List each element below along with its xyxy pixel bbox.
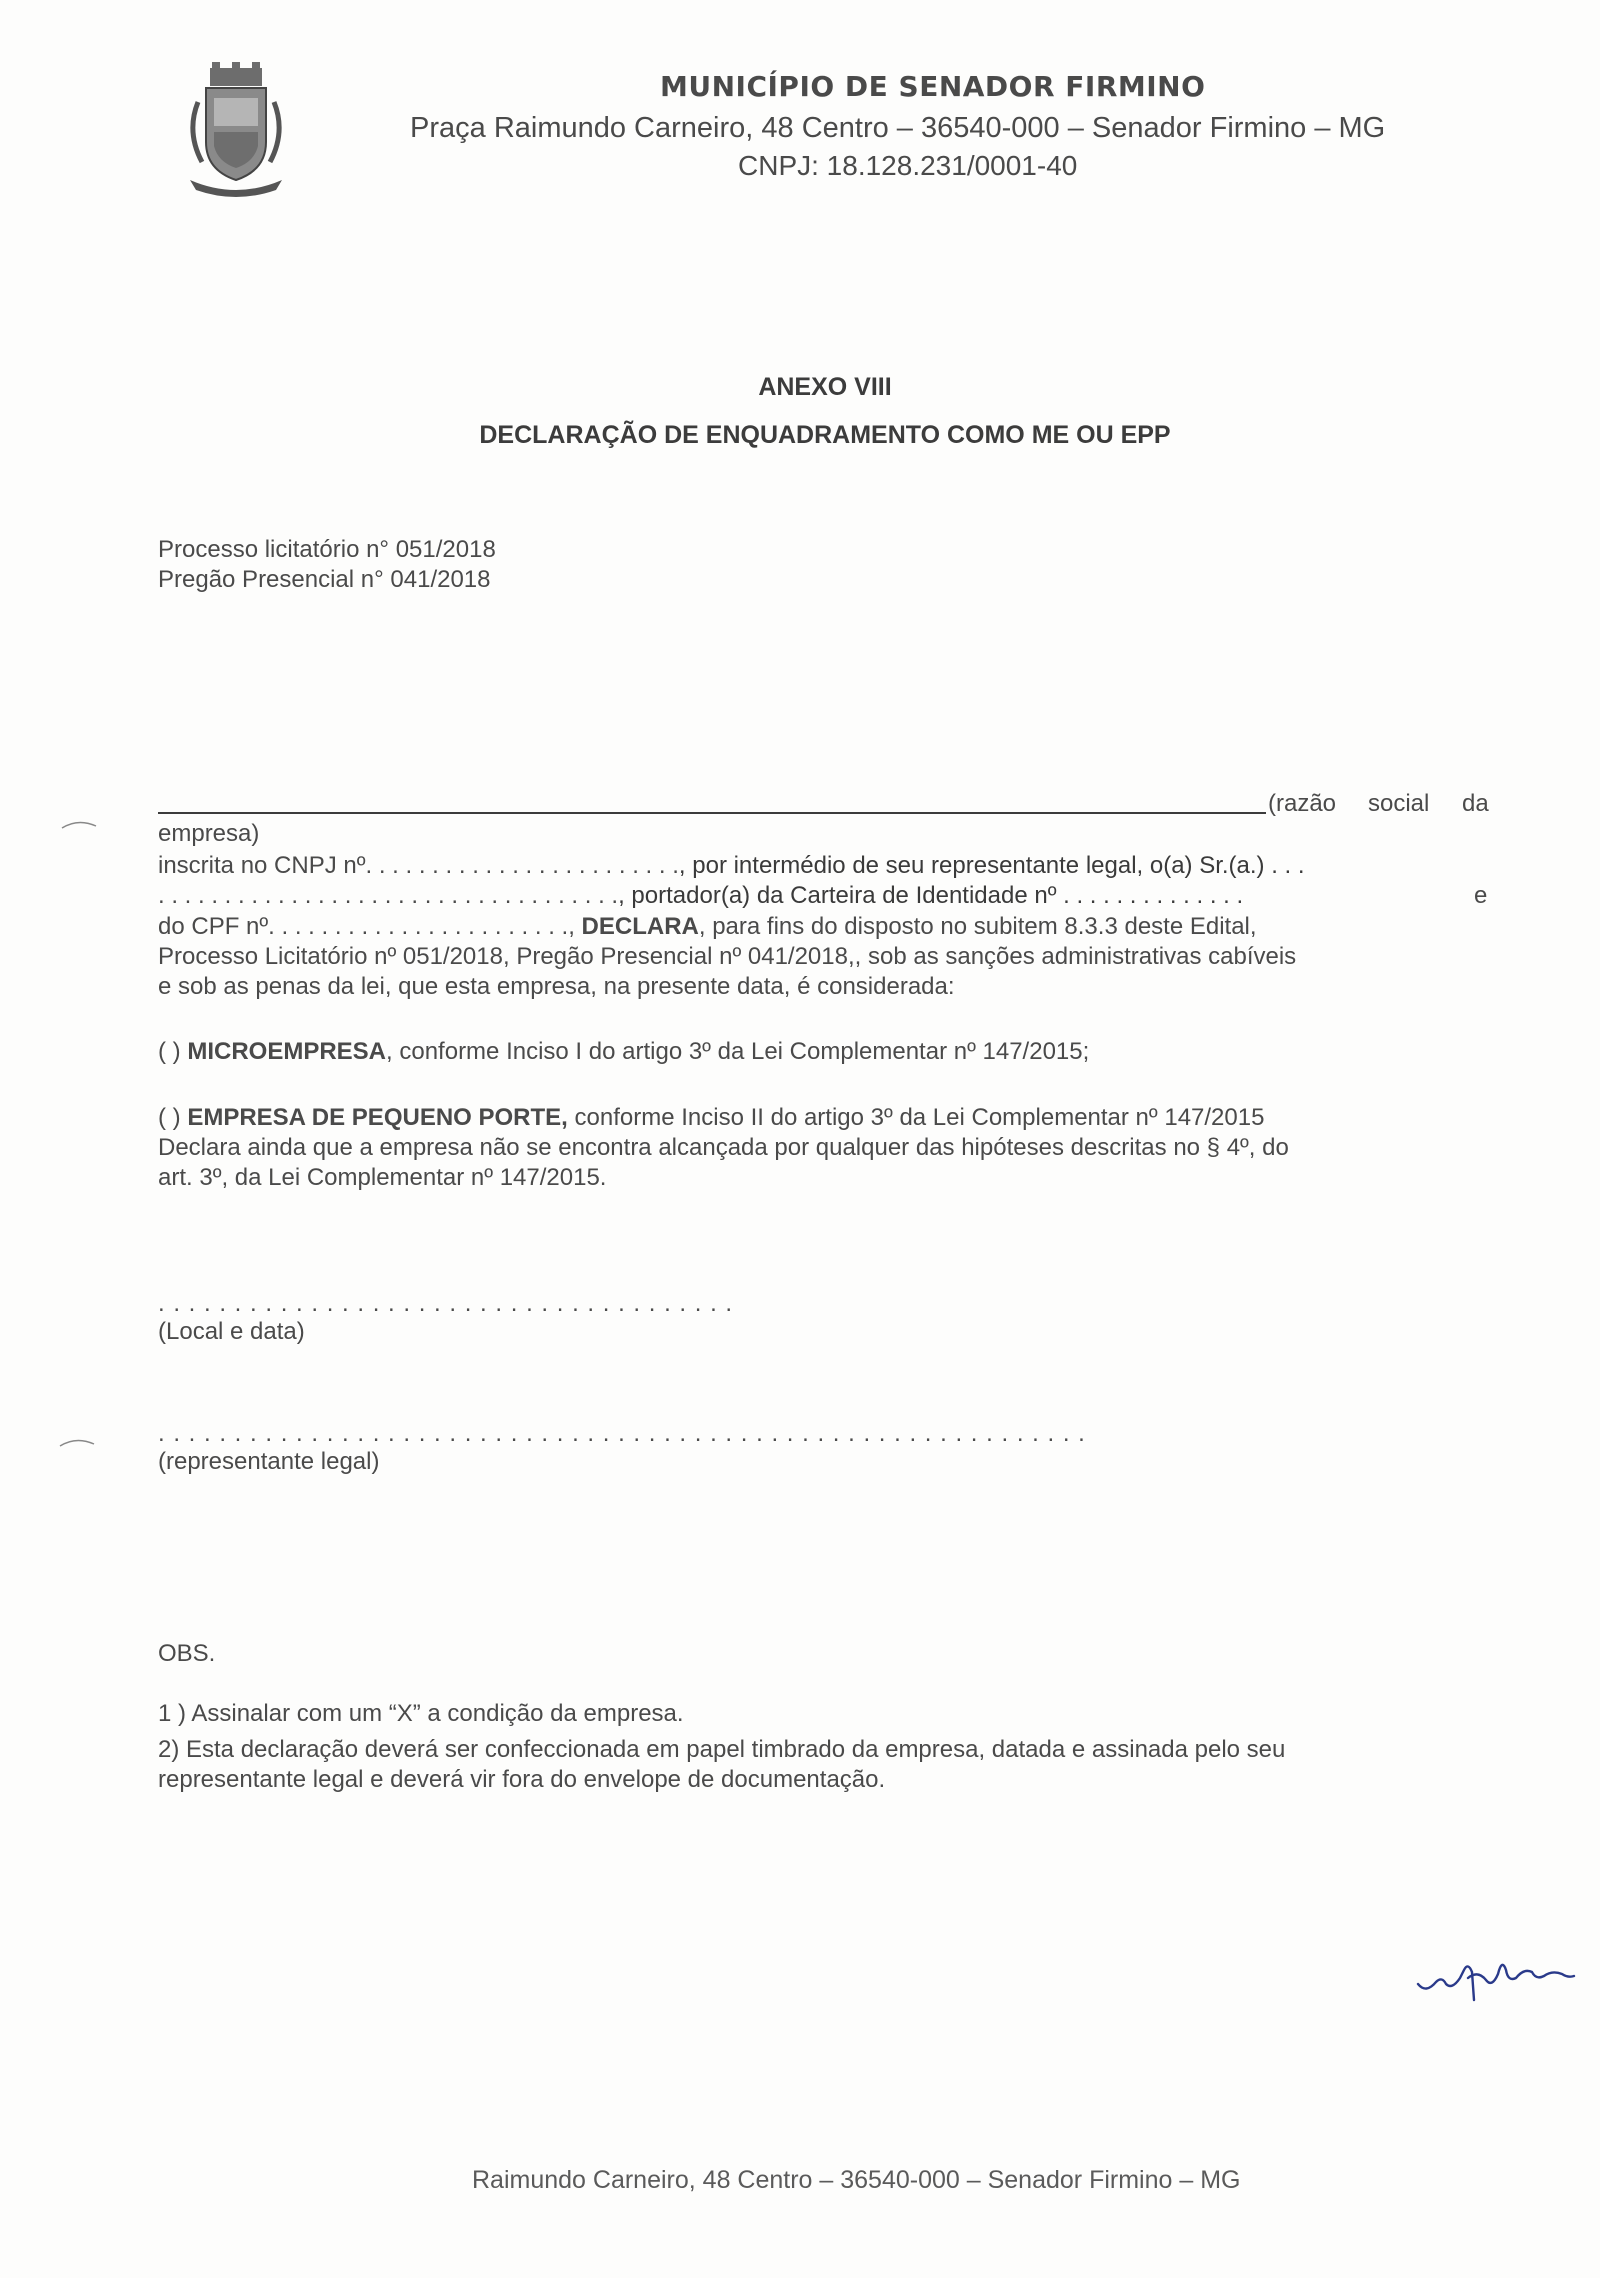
- option-epp: [158, 1104, 1264, 1132]
- representative-field-dots: . . . . . . . . . . . . . . . . . . . . . . . . . . . . . . . . . . .: [158, 882, 619, 909]
- declares-line-2: art. 3º, da Lei Complementar nº 147/2015.: [158, 1164, 607, 1191]
- razao-label-a: (razão: [1268, 790, 1337, 817]
- body-line-2-end: e: [1474, 882, 1488, 909]
- epp-label: EMPRESA DE PEQUENO PORTE,: [187, 1104, 568, 1131]
- razao-label-c: da: [1462, 790, 1489, 817]
- body-line-3-text: , para fins do disposto no subitem 8.3.3 deste Edital,: [698, 913, 1257, 940]
- cpf-field-dots: do CPF nº. . . . . . . . . . . . . . . . . . . . . . .,: [158, 913, 575, 940]
- declara-bold: DECLARA: [581, 913, 699, 940]
- option-microempresa: [158, 1038, 1089, 1066]
- body-line-1-text: , por intermédio de seu representante legal, o(a) Sr.(a.) . . .: [678, 852, 1305, 879]
- razao-label-b: social: [1368, 790, 1430, 817]
- margin-mark-top: [60, 818, 100, 832]
- body-line-2: [158, 882, 1243, 910]
- body-line-5: e sob as penas da lei, que esta empresa, na presente data, é considerada:: [158, 973, 955, 1000]
- representative-label: (representante legal): [158, 1448, 380, 1475]
- annex-title: ANEXO VIII: [758, 373, 892, 401]
- representative-dots: . . . . . . . . . . . . . . . . . . . . . . . . . . . . . . . . . . . . . . . . . . . . . . . . . . . . . . . . . . . . .: [158, 1420, 1086, 1447]
- declares-line-1: Declara ainda que a empresa não se encontra alcançada por qualquer das hipóteses descritas no § 4º, do: [158, 1134, 1289, 1161]
- obs-title: OBS.: [158, 1640, 216, 1667]
- body-line-2-text: , portador(a) da Carteira de Identidade nº . . . . . . . . . . . . . .: [618, 882, 1244, 909]
- municipality-title: MUNICÍPIO DE SENADOR FIRMINO: [660, 70, 1206, 103]
- epp-checkbox[interactable]: ( ): [158, 1104, 181, 1131]
- auction-number: Pregão Presencial n° 041/2018: [158, 566, 491, 593]
- footer-address: Raimundo Carneiro, 48 Centro – 36540-000 – Senador Firmino – MG: [472, 2166, 1241, 2194]
- handwritten-initials: [1412, 1948, 1580, 2008]
- local-date-dots: . . . . . . . . . . . . . . . . . . . . . . . . . . . . . . . . . . . . . .: [158, 1290, 734, 1317]
- obs-item-2b: representante legal e deverá vir fora do envelope de documentação.: [158, 1766, 886, 1793]
- body-line-4: Processo Licitatório nº 051/2018, Pregão Presencial nº 041/2018,, sob as sanções administrativas cabíveis: [158, 943, 1297, 970]
- microempresa-label: MICROEMPRESA: [187, 1038, 387, 1065]
- empresa-label: empresa): [158, 820, 260, 847]
- declaration-title: DECLARAÇÃO DE ENQUADRAMENTO COMO ME OU EPP: [479, 421, 1171, 449]
- obs-item-2a: 2) Esta declaração deverá ser confeccionada em papel timbrado da empresa, datada e assinada pelo seu: [158, 1736, 1286, 1763]
- epp-text: conforme Inciso II do artigo 3º da Lei Complementar nº 147/2015: [567, 1104, 1265, 1131]
- header-cnpj: CNPJ: 18.128.231/0001-40: [738, 150, 1078, 181]
- company-name-line: [158, 812, 1266, 814]
- coat-of-arms-emblem: [180, 62, 292, 200]
- body-line-3: [158, 913, 1257, 941]
- header-address: Praça Raimundo Carneiro, 48 Centro – 36540-000 – Senador Firmino – MG: [410, 112, 1386, 144]
- microempresa-text: , conforme Inciso I do artigo 3º da Lei Complementar nº 147/2015;: [386, 1038, 1090, 1065]
- microempresa-checkbox[interactable]: ( ): [158, 1038, 181, 1065]
- local-date-label: (Local e data): [158, 1318, 305, 1345]
- margin-mark-bottom: [58, 1436, 98, 1450]
- obs-item-1: 1 ) Assinalar com um “X” a condição da empresa.: [158, 1700, 684, 1727]
- body-line-1: [158, 852, 1305, 880]
- cnpj-field-dots: inscrita no CNPJ nº. . . . . . . . . . . . . . . . . . . . . . . .: [158, 852, 679, 879]
- process-number: Processo licitatório n° 051/2018: [158, 536, 496, 563]
